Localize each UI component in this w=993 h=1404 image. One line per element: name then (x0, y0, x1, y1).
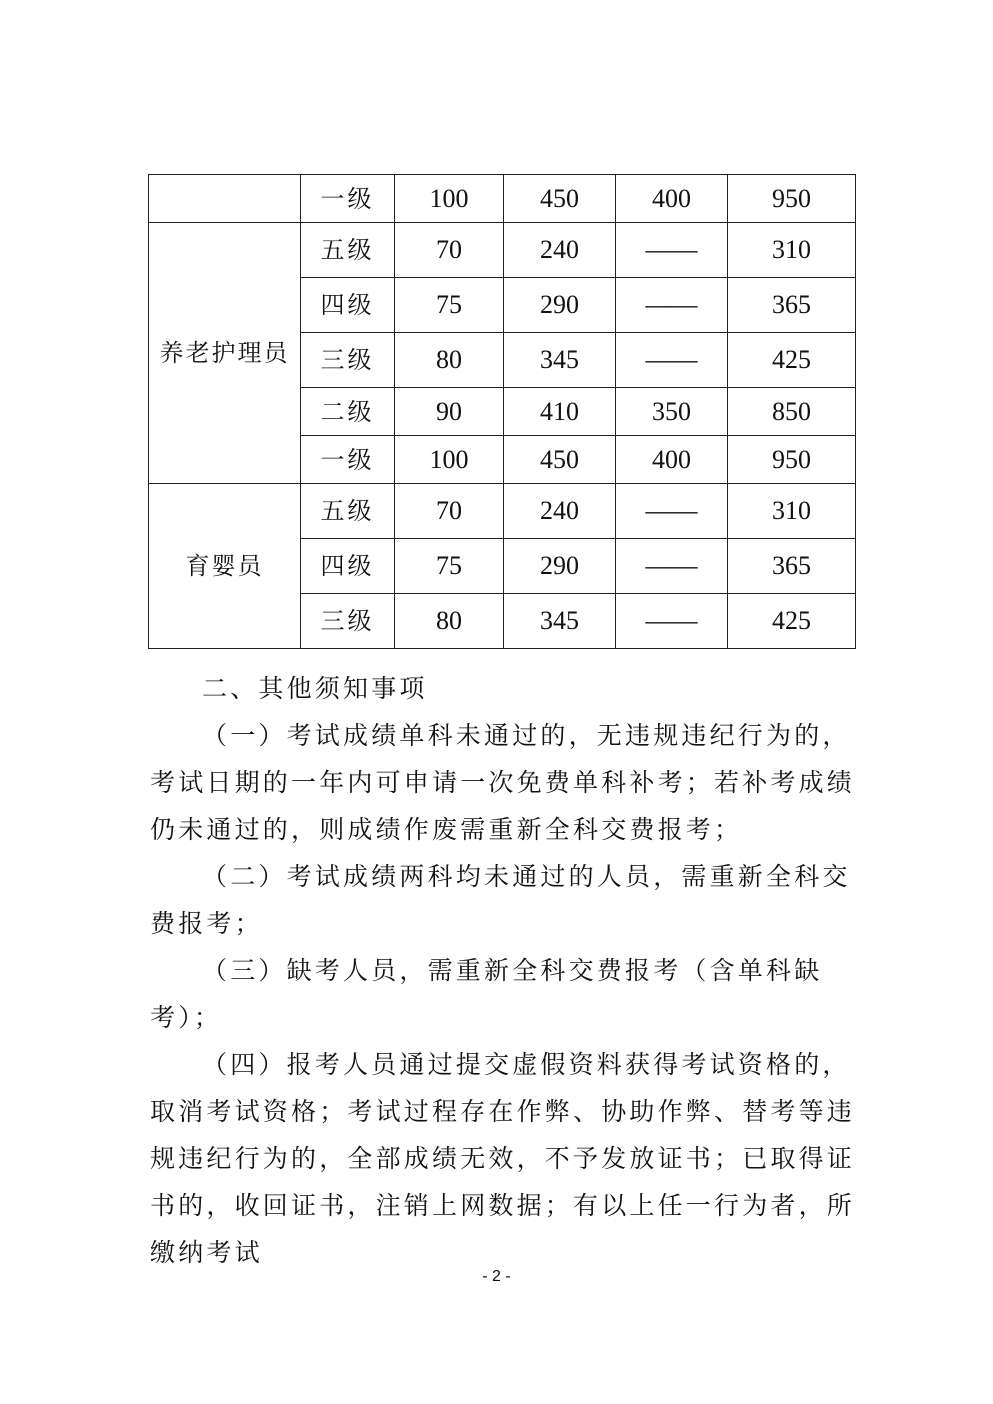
level-cell: 二级 (301, 388, 395, 436)
fee-cell: 100 (395, 436, 504, 484)
level-cell: 一级 (301, 436, 395, 484)
fee-cell: 75 (395, 278, 504, 333)
fee-cell: 100 (395, 175, 504, 223)
fee-cell: 350 (616, 388, 728, 436)
total-cell: 425 (728, 333, 856, 388)
fee-cell: 80 (395, 333, 504, 388)
fee-cell: 70 (395, 223, 504, 278)
level-cell: 四级 (301, 278, 395, 333)
fee-cell: 75 (395, 539, 504, 594)
fee-cell: 410 (504, 388, 616, 436)
fee-cell: —— (616, 539, 728, 594)
fee-cell: —— (616, 223, 728, 278)
fee-cell: 290 (504, 539, 616, 594)
section-heading: 二、其他须知事项 (202, 674, 428, 703)
fee-cell: —— (616, 594, 728, 649)
fee-cell: 80 (395, 594, 504, 649)
table-row (149, 175, 856, 223)
fee-cell: —— (616, 333, 728, 388)
level-cell: 三级 (301, 333, 395, 388)
total-cell: 365 (728, 539, 856, 594)
fee-cell: 345 (504, 333, 616, 388)
occupation-cell: 养老护理员 (149, 223, 301, 484)
fee-cell: 400 (616, 436, 728, 484)
fee-cell: 450 (504, 436, 616, 484)
total-cell: 850 (728, 388, 856, 436)
fee-cell: 345 (504, 594, 616, 649)
page-number: - 2 - (482, 1268, 511, 1285)
fee-cell: —— (616, 484, 728, 539)
occupation-cell: 育婴员 (149, 484, 301, 649)
total-cell: 310 (728, 484, 856, 539)
fee-cell: —— (616, 278, 728, 333)
note-paragraph: （四）报考人员通过提交虚假资料获得考试资格的，取消考试资格；考试过程存在作弊、协助作弊、替考等违规违纪行为的，全部成绩无效，不予发放证书；已取得证书的，收回证书，注销上网数据；有以上任一行为者，所缴纳考试 (150, 1050, 856, 1267)
level-cell: 一级 (301, 175, 395, 223)
occupation-cell (149, 175, 301, 223)
level-cell: 五级 (301, 484, 395, 539)
fee-cell: 400 (616, 175, 728, 223)
table-row (149, 484, 856, 539)
fee-cell: 240 (504, 223, 616, 278)
note-paragraph: （一）考试成绩单科未通过的，无违规违纪行为的，考试日期的一年内可申请一次免费单科补考；若补考成绩仍未通过的，则成绩作废需重新全科交费报考； (150, 721, 856, 844)
notes-section (150, 665, 872, 1276)
fee-cell: 90 (395, 388, 504, 436)
fee-cell: 240 (504, 484, 616, 539)
table-row (149, 223, 856, 278)
fee-cell: 450 (504, 175, 616, 223)
fee-cell: 290 (504, 278, 616, 333)
total-cell: 950 (728, 175, 856, 223)
total-cell: 365 (728, 278, 856, 333)
level-cell: 四级 (301, 539, 395, 594)
fee-cell: 70 (395, 484, 504, 539)
level-cell: 三级 (301, 594, 395, 649)
note-paragraph: （二）考试成绩两科均未通过的人员，需重新全科交费报考； (150, 862, 851, 938)
note-paragraph: （三）缺考人员，需重新全科交费报考（含单科缺考）； (150, 956, 823, 1032)
level-cell: 五级 (301, 223, 395, 278)
fee-table (148, 174, 856, 649)
total-cell: 425 (728, 594, 856, 649)
total-cell: 950 (728, 436, 856, 484)
total-cell: 310 (728, 223, 856, 278)
